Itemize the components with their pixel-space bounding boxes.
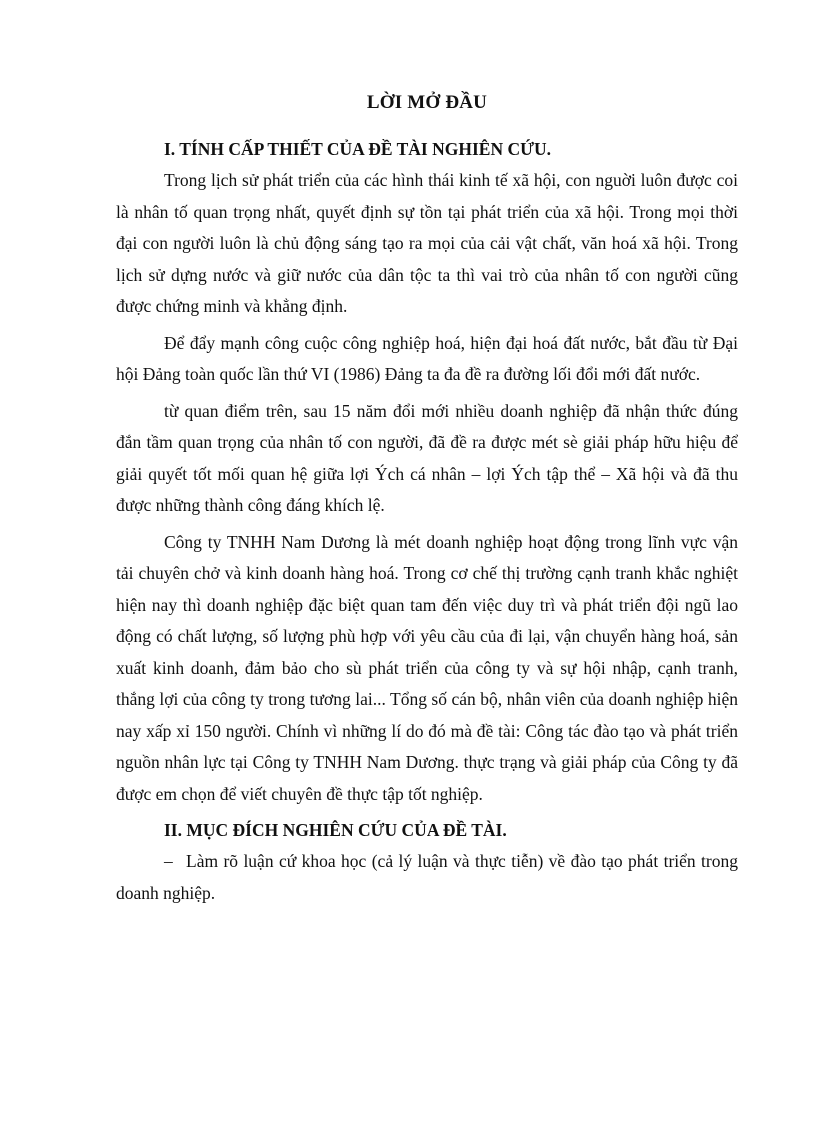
bullet-text: Làm rõ luận cứ khoa học (cả lý luận và thực tiễn) về đào tạo phát triển trong doanh nghiệp. bbox=[116, 851, 738, 903]
bullet-marker: – bbox=[164, 851, 173, 871]
document-title: LỜI MỞ ĐẦU bbox=[366, 92, 488, 113]
section-heading-1: I. TÍNH CẤP THIẾT CỦA ĐỀ TÀI NGHIÊN CỨU. bbox=[164, 139, 552, 159]
paragraph-1: Trong lịch sử phát triển của các hình thái kinh tế xã hội, con nguời luôn được coi là nhân tố quan trọng nhất, quyết định sự tồn tại phát triển của xã hội. Trong mọi thời đại con người luôn là chủ động sáng tạo ra mọi của cải vật chất, văn hoá xã hội. Trong lịch sử dựng nước và giữ nước của dân tộc ta thì vai trò của nhân tố con người cũng được chứng minh và khẳng định. bbox=[116, 170, 738, 316]
paragraph-4: Công ty TNHH Nam Dương là mét doanh nghiệp hoạt động trong lĩnh vực vận tải chuyên chở và kinh doanh hàng hoá. Trong cơ chế thị trường cạnh tranh khắc nghiệt hiện nay thì doanh nghiệp đặc biệt quan tam đến việc duy trì và phát triển đội ngũ lao động có chất lượng, số lượng phù hợp với yêu cầu của đi lại, vận chuyển hàng hoá, sản xuất kinh doanh, đảm bảo cho sù phát triển của công ty và sự hội nhập, cạnh tranh, thắng lợi của công ty trong tương lai... Tổng số cán bộ, nhân viên của doanh nghiệp hiện nay xấp xỉ 150 người. Chính vì những lí do đó mà đề tài: Công tác đào tạo và phát triển nguồn nhân lực tại Công ty TNHH Nam Dương. thực trạng và giải pháp của Công ty đã được em chọn để viết chuyên đề thực tập tốt nghiệp. bbox=[116, 531, 738, 804]
paragraph-3: từ quan điểm trên, sau 15 năm đổi mới nhiều doanh nghiệp đã nhận thức đúng đắn tầm quan trọng của nhân tố con người, đã đề ra được mét sè giải pháp hữu hiệu để giải quyết tốt mối quan hệ giữa lợi Ých cá nhân – lợi Ých tập thể – Xã hội và đã thu được những thành công đáng khích lệ. bbox=[116, 400, 738, 515]
section-heading-2: II. MỤC ĐÍCH NGHIÊN CỨU CỦA ĐỀ TÀI. bbox=[164, 820, 507, 840]
bullet-item bbox=[116, 846, 738, 909]
document-page bbox=[116, 92, 738, 909]
paragraph-2: Để đẩy mạnh công cuộc công nghiệp hoá, hiện đại hoá đất nước, bắt đầu từ Đại hội Đảng toàn quốc lần thứ VI (1986) Đảng ta đa đề ra đường lối đổi mới đất nước. bbox=[116, 332, 738, 384]
